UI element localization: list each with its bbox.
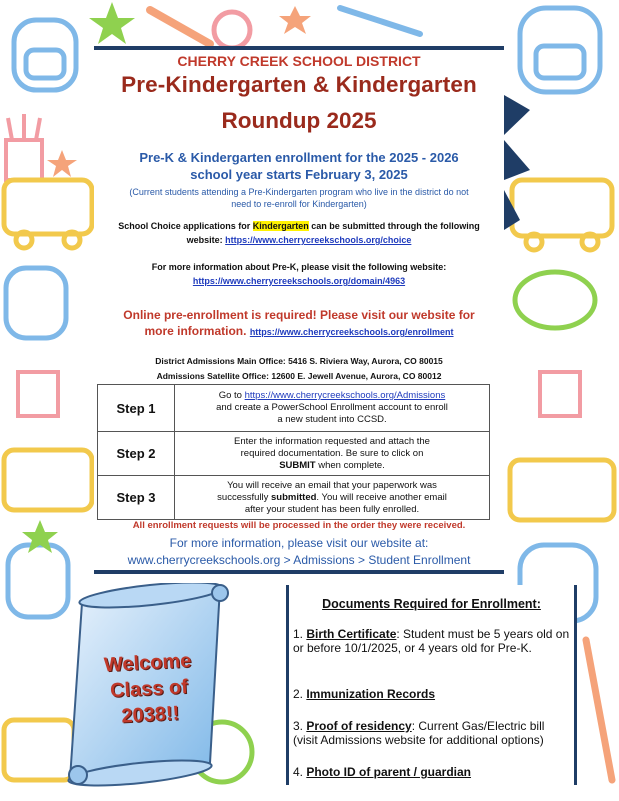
choice-link[interactable]: https://www.cherrycreekschools.org/choice xyxy=(225,235,412,245)
page-title-year: Roundup 2025 xyxy=(221,108,377,133)
pencil-icon xyxy=(150,10,210,44)
document-item: 1. Birth Certificate: Student must be 5 years old on or before 10/1/2025, or 4 years old for Pre-K. xyxy=(293,627,570,655)
step-label: Step 2 xyxy=(98,432,175,476)
roundup-flyer-panel xyxy=(94,46,504,576)
table-row xyxy=(98,476,490,520)
school-choice-info: School Choice applications for Kindergarten can be submitted through the following website: https://www.cherrycreekschools.org/choice xyxy=(118,221,480,245)
step-description: Go to https://www.cherrycreekschools.org/Admissions and create a PowerSchool Enrollment account to enroll a new student into CCSD. xyxy=(175,385,490,432)
backpack-icon xyxy=(6,268,66,338)
page-title: Pre-Kindergarten & Kindergarten xyxy=(121,72,477,97)
pre-k-link[interactable]: https://www.cherrycreekschools.org/domain/4963 xyxy=(192,276,406,286)
documents-required-panel xyxy=(286,585,577,785)
star-icon xyxy=(47,150,77,177)
online-enrollment-notice: Online pre-enrollment is required! Please visit our website for more information. https://www.cherrycreekschools.org/enrollment xyxy=(123,308,475,338)
admissions-link[interactable]: https://www.cherrycreekschools.org/Admissions xyxy=(244,390,446,401)
kindergarten-highlight: Kindergarten xyxy=(252,221,309,231)
school-bus-icon xyxy=(4,180,92,248)
processing-order-notice: All enrollment requests will be processed in the order they were received. xyxy=(132,520,466,531)
backpack-icon xyxy=(520,8,600,92)
star-icon xyxy=(279,6,311,34)
satellite-office-address: Admissions Satellite Office: 12600 E. Jewell Avenue, Aurora, CO 80012 xyxy=(156,371,442,381)
enrollment-start-date: school year starts February 3, 2025 xyxy=(190,167,408,182)
enrollment-steps-table xyxy=(97,384,490,520)
dark-triangle-decoration xyxy=(504,95,530,230)
enrollment-link[interactable]: https://www.cherrycreekschools.org/enrollment xyxy=(249,327,454,337)
paint-palette-icon xyxy=(515,272,595,328)
pencil-icon xyxy=(586,640,612,780)
main-office-address: District Admissions Main Office: 5416 S. Riviera Way, Aurora, CO 80015 xyxy=(155,356,443,366)
alarm-clock-icon xyxy=(214,12,250,48)
enrollment-heading: Pre-K & Kindergarten enrollment for the 2025 - 2026 xyxy=(139,150,459,165)
star-icon xyxy=(89,2,135,44)
step-description: Enter the information requested and attach the required documentation. Be sure to click on SUBMIT when complete. xyxy=(175,432,490,476)
school-bus-icon xyxy=(512,180,612,250)
website-path: www.cherrycreekschools.org > Admissions > Student Enrollment xyxy=(127,553,471,567)
document-item: 3. Proof of residency: Current Gas/Electric bill (visit Admissions website for additional options) xyxy=(293,719,545,747)
document-item: 4. Photo ID of parent / guardian xyxy=(293,765,472,779)
district-name: CHERRY CREEK SCHOOL DISTRICT xyxy=(177,53,421,69)
paint-brush-icon xyxy=(340,8,420,34)
step-label: Step 3 xyxy=(98,476,175,520)
more-info-text: For more information, please visit our website at: xyxy=(169,536,429,550)
backpack-icon xyxy=(14,20,76,90)
documents-title: Documents Required for Enrollment: xyxy=(322,597,541,611)
step-label: Step 1 xyxy=(98,385,175,432)
bottom-rule xyxy=(94,570,504,574)
table-row xyxy=(98,385,490,432)
pre-k-reenroll-note: (Current students attending a Pre-Kindergarten program who live in the district do not need to re-enroll for Kindergarten) xyxy=(129,187,469,209)
document-item: 2. Immunization Records xyxy=(293,687,436,701)
table-row xyxy=(98,432,490,476)
step-description: You will receive an email that your paperwork was successfully submitted. You will receive another email after your student has been fully enrolled. xyxy=(175,476,490,520)
welcome-message: Welcome Class of 2038!! xyxy=(103,649,192,728)
pre-k-info: For more information about Pre-K, please visit the following website: https://www.cherrycreekschools.org/domain/4963 xyxy=(151,262,447,286)
pencil-cup-icon xyxy=(6,114,42,180)
top-rule xyxy=(94,46,504,50)
